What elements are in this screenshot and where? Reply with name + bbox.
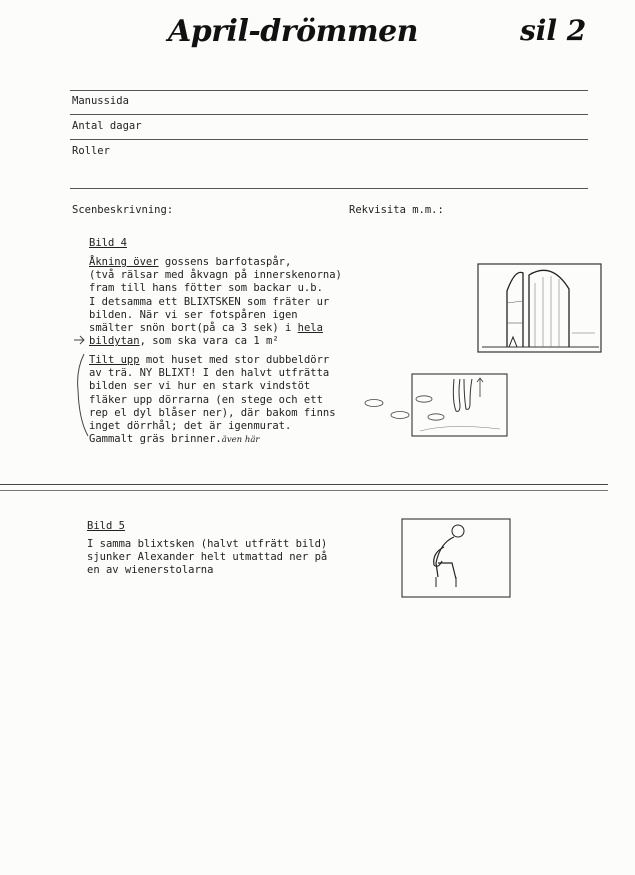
form-rule (70, 139, 588, 140)
underlined-phrase: bildytan (89, 335, 140, 348)
text-line: bilden. När vi ser fotspåren igen (89, 308, 298, 321)
roller-label: Roller (72, 145, 110, 157)
form-rule (70, 188, 588, 189)
door-sketch (477, 263, 603, 357)
scene-heading: Bild 5 (87, 520, 125, 532)
scene-description (89, 354, 336, 447)
text-line: sjunker Alexander helt utmattad ner på (87, 551, 328, 564)
text-line: rep el dyl blåser ner), där bakom finns (89, 406, 336, 419)
text-line: fram till hans fötter som backar u.b. (89, 282, 323, 295)
form-rule (70, 90, 588, 91)
form-rule (70, 114, 588, 115)
text-fragment: mot huset med stor dubbeldörr (139, 354, 330, 366)
text-fragment: gossens barfotaspår, (158, 256, 292, 268)
page-title: April-drömmen (168, 14, 418, 49)
underlined-phrase: Tilt upp (89, 354, 140, 366)
handwritten-note: även här (221, 435, 260, 446)
scene-description (89, 256, 342, 348)
text-line: av trä. NY BLIXT! I den halvt utfrätta (89, 367, 330, 380)
underlined-phrase: Åkning över (89, 256, 159, 268)
text-line: I samma blixtsken (halvt utfrätt bild) (87, 538, 328, 550)
text-line: Gammalt gräs brinner. (89, 433, 222, 446)
text-line: smälter snön bort(på ca 3 sek) i (89, 322, 298, 335)
chair-sketch (400, 515, 514, 601)
text-line: I detsamma ett BLIXTSKEN som fräter ur (89, 295, 330, 308)
antal-dagar-label: Antal dagar (72, 120, 142, 132)
text-line: bilden ser vi hur en stark vindstöt (89, 380, 311, 393)
bracket-mark (70, 330, 92, 445)
scene-heading: Bild 4 (89, 237, 127, 249)
page-number: sil 2 (520, 14, 587, 47)
manussida-label: Manussida (72, 95, 129, 107)
scenbeskrivning-label: Scenbeskrivning: (72, 204, 174, 216)
underlined-phrase: hela (297, 322, 323, 335)
rekvisita-label: Rekvisita m.m.: (349, 204, 444, 216)
section-rule (0, 484, 608, 485)
text-line: en av wienerstolarna (87, 564, 214, 577)
text-fragment: , som ska vara ca 1 m² (139, 335, 279, 348)
footprints-sketch (360, 371, 510, 441)
text-line: (två rälsar med åkvagn på innerskenorna) (89, 269, 342, 282)
scene-description (87, 538, 327, 578)
section-rule (0, 490, 608, 491)
text-line: inget dörrhål; det är igenmurat. (89, 420, 292, 433)
text-line: fläker upp dörrarna (en stege och ett (89, 393, 323, 406)
